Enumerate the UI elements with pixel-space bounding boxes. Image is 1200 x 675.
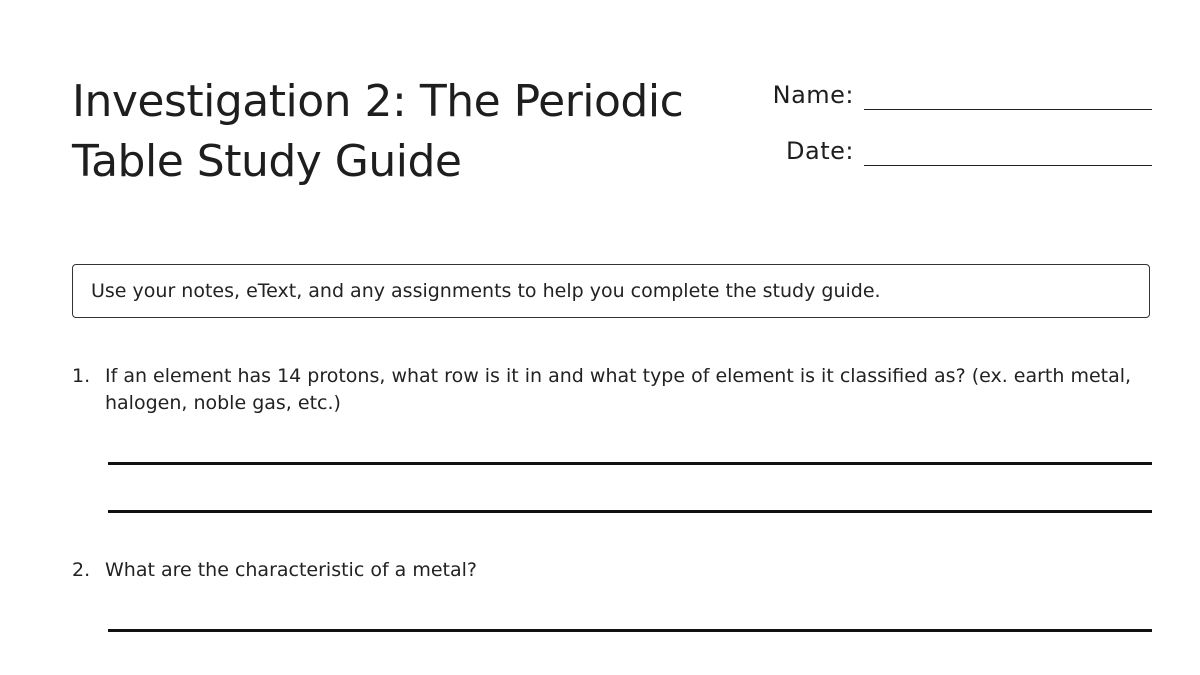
- instructions-box: [72, 264, 1150, 318]
- date-field: [754, 136, 1152, 166]
- answer-line[interactable]: [108, 629, 1152, 632]
- name-field: [754, 80, 1152, 110]
- question-text: What are the characteristic of a metal?: [105, 559, 478, 581]
- question-1: [72, 363, 1152, 417]
- answer-line[interactable]: [108, 462, 1152, 465]
- answer-line[interactable]: [108, 510, 1152, 513]
- date-label: Date:: [786, 137, 854, 165]
- name-input-line[interactable]: [864, 109, 1152, 110]
- question-number: 1.: [72, 365, 91, 387]
- instructions-text: Use your notes, eText, and any assignments to help you complete the study guide.: [91, 280, 881, 302]
- page-title: Investigation 2: The Periodic Table Study Guide: [72, 76, 684, 187]
- date-input-line[interactable]: [864, 165, 1152, 166]
- question-number: 2.: [72, 559, 91, 581]
- question-2: [72, 557, 1152, 584]
- question-text: If an element has 14 protons, what row is it in and what type of element is it classified as? (ex. earth metal, halogen, noble gas, etc.): [105, 365, 1132, 414]
- name-label: Name:: [772, 81, 854, 109]
